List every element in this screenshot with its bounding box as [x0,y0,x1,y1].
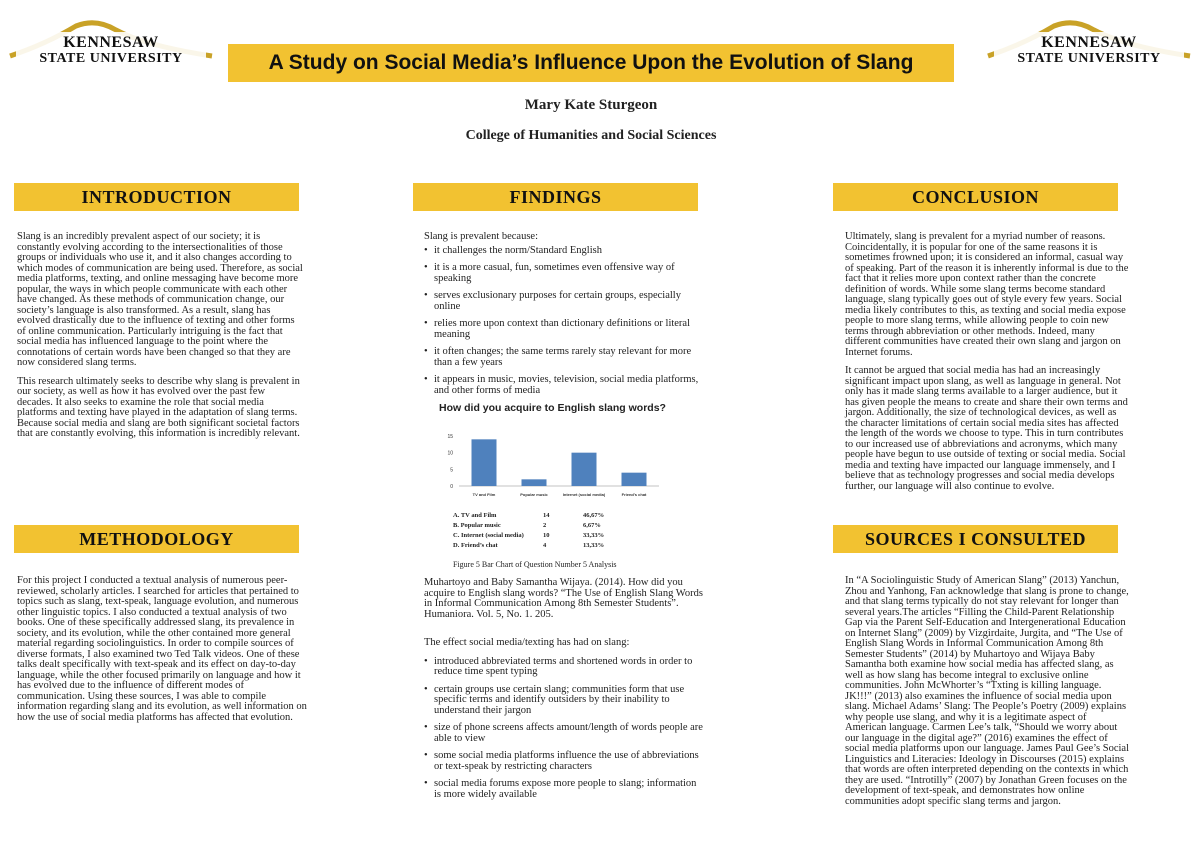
y-tick-label: 10 [447,450,453,457]
list-item: • it often changes; the same terms rarely stay relevant for more than a few years [424,347,706,368]
logo-line1: KENNESAW [1041,34,1137,51]
findings-body [424,232,706,403]
ksu-logo-left [6,14,216,74]
table-cell: 2 [543,522,547,529]
college-name: College of Humanities and Social Sciences [465,128,717,143]
table-cell: 33,33% [583,532,605,539]
x-tick-label: Internet (social media) [562,492,606,497]
conclusion-paragraph: It cannot be argued that social media has had an increasingly significant impact upon slang, as well as language in general. Not only has it made slang terms available to a larger audience, but it has given people the means to create and share their own terms and jargon. Additionally, the size of technological devices, as well as the character limitations of certain social media sites has affected the length of the words we choose to type. This in turn contributes to our increased use of abbreviations and acronyms, which many people have begun to use outside of texting or social media. Social media and texting have impacted our language immensely, and I believe that as technology progresses and social media develops further, our language will also continue to evolve. [845,365,1128,492]
table-cell: A. TV and Film [453,512,497,519]
introduction-paragraph: Slang is an incredibly prevalent aspect of our society; it is constantly evolving according to the intersectionalities of those groups or individuals who use it, and it also changes according to which modes of communication are being used. Therefore, as social media platforms, texting, and online messaging have become more popular, the ways in which people communicate with each other have changed. As these methods of communication change, our society’s language is also transformed. As a result, slang has evolved drastically due to the influence of texting and other forms of online communication. Particularly intriguing is the fact that social media has influenced language to the point where the connotations of certain words have been changed so that they are now considered slang terms. [17,231,303,368]
list-item: • it is a more casual, fun, sometimes even offensive way of speaking [424,263,706,284]
findings-list [424,246,706,397]
sources-heading: SOURCES I CONSULTED [833,525,1118,553]
bar [472,439,497,486]
table-row [453,542,623,552]
list-item: • introduced abbreviated terms and shortened words in order to reduce time spent typing [424,657,706,678]
y-tick-label: 15 [447,434,453,440]
poster-title: A Study on Social Media’s Influence Upon the Evolution of Slang [268,51,914,74]
table-row [453,512,623,522]
table-cell: 14 [543,512,550,519]
x-tick-label: Friend’s chat [621,492,647,497]
list-item: • it appears in music, movies, television, social media platforms, and other forms of media [424,375,706,396]
table-cell: D. Friend’s chat [453,542,498,549]
logo-line2: STATE UNIVERSITY [39,51,183,66]
table-cell: B. Popular music [453,522,501,529]
x-tick-label: TV and Film [472,492,496,497]
bar [622,473,647,486]
y-tick-label: 5 [450,467,453,474]
effects-lead: The effect social media/texting has had on slang: [424,637,630,648]
list-item: • some social media platforms influence the use of abbreviations or text-speak by restricting characters [424,751,706,772]
methodology-paragraph: For this project I conducted a textual analysis of numerous peer-reviewed, scholarly articles. I searched for articles that pertained to topics such as slang, text-speak, language evolution, and numerous other linguistic topics. I also conducted a textual analysis of two books. One of these specifically addressed slang, its prevalence in society, and its evolution, while the other contained more general material regarding sociolinguistics. In order to compile sources of diverse formats, I also examined two Ted Talk videos. One of these talks dealt specifically with text-speak and its effect on day-to-day language, while the other focused primarily on language and how it has evolved due to the influence of different modes of communication. Using these sources, I was able to compile information regarding slang and its evolution, as well information on how the use of social media platforms has affected that evolution. [17,575,307,723]
findings-heading: FINDINGS [413,183,698,211]
list-item: • certain groups use certain slang; communities form that use specific terms and identify outsiders by their inability to understand their jargon [424,685,706,717]
logo-line2: STATE UNIVERSITY [1017,51,1161,66]
bar [572,453,597,486]
introduction-body [17,232,303,448]
list-item: • it challenges the norm/Standard English [424,246,706,257]
x-tick-label: Popular music [520,492,548,497]
introduction-heading: INTRODUCTION [14,183,299,211]
sources-paragraph: In “A Sociolinguistic Study of American Slang” (2013) Yanchun, Zhou and Yanhong, Fan acknowledge that slang is prone to change, and that slang terms typically do not stay relevant for longer than several years.The articles “Filling the Child-Parent Relationship Gap via the Parent Self-Education and Intergenerational Education on Internet Slang” (2009) by Vizgirdaite, Jurgita, and “The Use of English Slang Words in Informal Communication Among 8th Semester Students” (2014) by Muhartoyo and Wijaya Baby Samantha both examine how social media has affected slang, as well as how slang has become integral to exclusive online communities. John McWhorter’s “Txting is killing language. JK!!!” (2013) also examines the influence of social media upon slang. Michael Adams’ Slang: The People’s Poetry (2009) explains why people use slang, and why it is a legitimate aspect of American language. Carmen Lee’s talk, “Should we worry about our language in the digital age?” (2016) examines the effect of social media platforms upon our language. James Paul Gee’s Social Linguistics and Literacies: Ideology in Discourses (2015) explains that words are often interpreted depending on the contexts in which they are used. “Introtilly” (2007) by Jonathan Green focuses on the development of text-speak, and demonstrates how online communities adopt specific slang terms and jargon. [845,575,1130,807]
table-cell: 10 [543,532,550,539]
table-cell: C. Internet (social media) [453,532,524,539]
chart-data-table [453,512,623,552]
table-cell: 13,33% [583,542,605,549]
conclusion-body [845,232,1129,500]
list-item: • relies more upon context than dictionary definitions or literal meaning [424,319,706,340]
ksu-logo-right [984,14,1194,74]
y-tick-label: 0 [450,484,453,490]
table-cell: 46,67% [583,512,605,519]
methodology-heading: METHODOLOGY [14,525,299,553]
table-cell: 6,67% [583,522,601,529]
bar-chart-svg [425,396,680,508]
table-row [453,522,623,532]
findings-effects [424,638,706,807]
list-item: • social media forums expose more people to slang; information is more widely available [424,779,706,800]
conclusion-paragraph: Ultimately, slang is prevalent for a myriad number of reasons. Coincidentally, it is popular for one of the same reasons it is sometimes frowned upon; it is considered an informal, casual way of speaking. Part of the reason it is inherently informal is due to the fact that it relies more upon context rather than the concrete definition of words. While some slang terms become standard language, slang typically goes out of style every few years. Social media likely contributes to this, as texting and social media expose people to more slang terms, while allowing people to coin new terms through abbreviation or other methods. Indeed, many different communities have created their own slang and jargon on Internet forums. [845,231,1129,358]
conclusion-heading: CONCLUSION [833,183,1118,211]
figure-caption: Figure 5 Bar Chart of Question Number 5 Analysis [453,560,617,569]
list-item: • size of phone screens affects amount/length of words people are able to view [424,723,706,744]
sources-body [845,576,1129,815]
chart-title: How did you acquire to English slang words? [439,402,666,414]
author-name: Mary Kate Sturgeon [524,97,658,113]
methodology-body [17,576,307,731]
table-cell: 4 [543,542,547,549]
table-row [453,532,623,542]
introduction-paragraph: This research ultimately seeks to describe why slang is prevalent in our society, as well as how it has evolved over the past few decades. It also seeks to examine the role that social media platforms and texting have played in the adaptation of slang terms. Because social media and slang are both significant societal factors that are constantly evolving, this information is incredibly relevant. [17,375,300,439]
findings-lead: Slang is prevalent because: [424,231,539,242]
findings-citation: Muhartoyo and Baby Samantha Wijaya. (2014). How did you acquire to English slang words? “The Use of English Slang Words in Informal Communication Among 8th Semester Students”. Humaniora. Vol. 5, No. 1. 205. [424,577,703,620]
poster-title-bar [228,44,954,82]
logo-line1: KENNESAW [63,34,159,51]
effects-list [424,657,706,801]
bar [522,479,547,486]
list-item: • serves exclusionary purposes for certain groups, especially online [424,291,706,312]
